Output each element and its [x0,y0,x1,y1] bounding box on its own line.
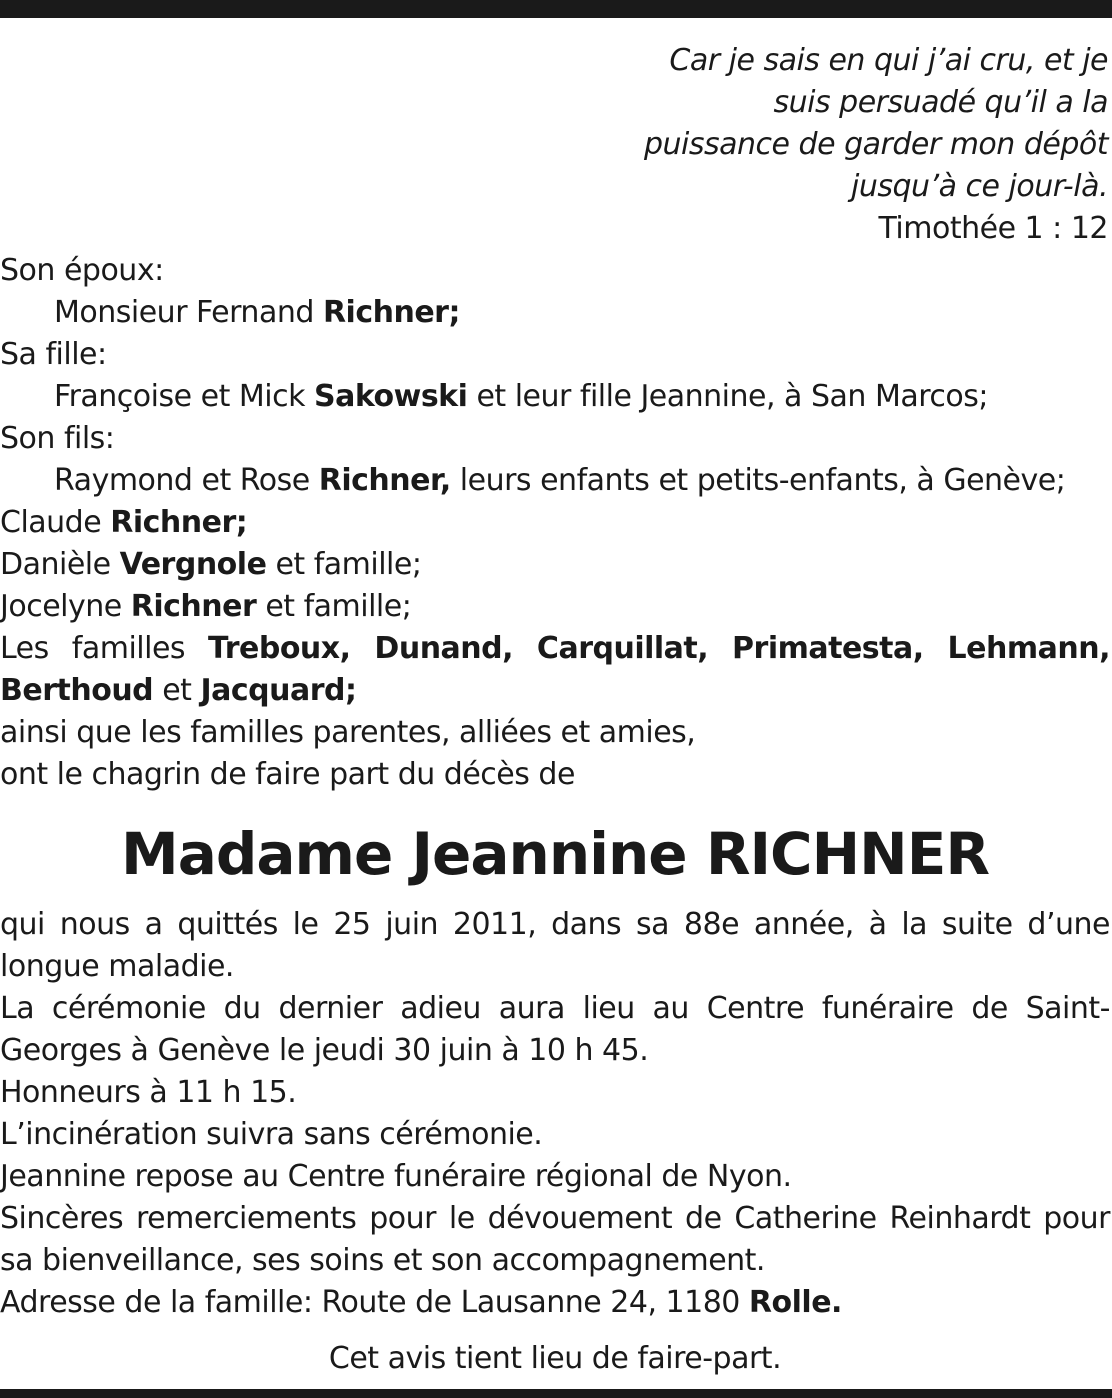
verse-line: Car je sais en qui j’ai cru, et je [669,43,1108,78]
obituary-notice [0,40,1110,1380]
cremation-text: L’incinération suivra sans cérémonie. [0,1117,543,1152]
families-text: Les familles [0,631,209,666]
passing-text: qui nous a quittés le 25 juin 2011, dans sa 88e année, à la suite d’une longue maladie. [0,907,1110,984]
bottom-rule [0,1389,1112,1398]
verse-line: jusqu’à ce jour-là. [851,169,1108,204]
spouse-text: Monsieur Fernand [54,295,323,330]
deceased-name: Madame Jeannine RICHNER [121,820,989,888]
son-text: Raymond et Rose [54,463,319,498]
daughter-entry [0,376,1110,418]
daughter-text-after: et leur fille Jeannine, à San Marcos; [467,379,988,414]
families-entry [0,628,1110,712]
details [0,904,1110,1324]
jocelyne-text: Jocelyne [0,589,131,624]
address-town: Rolle. [748,1285,842,1320]
jocelyne-entry [0,586,1110,628]
rests-text: Jeannine repose au Centre funéraire régional de Nyon. [0,1159,792,1194]
daughter-label: Sa fille: [0,337,107,372]
daughter-surname: Sakowski [314,379,468,414]
jocelyne-text-after: et famille; [256,589,412,624]
verse-line: suis persuadé qu’il a la [773,85,1108,120]
verse-line: puissance de garder mon dépôt [644,127,1108,162]
jocelyne-surname: Richner [130,589,257,624]
spouse-label: Son époux: [0,253,164,288]
family-address [0,1282,1110,1324]
top-rule [0,0,1112,18]
families-surnames: Treboux, Dunand, Carquillat, Primatesta, Lehmann, Berthoud [0,631,1110,708]
relatives-line: ainsi que les familles parentes, alliées et amies, [0,715,696,750]
son-text-after: leurs enfants et petits-enfants, à Genève; [450,463,1066,498]
claude-entry [0,502,1110,544]
closing-note: Cet avis tient lieu de faire-part. [328,1341,782,1376]
thanks-text: Sincères remerciements pour le dévouement de Catherine Reinhardt pour sa bienveillance, ses soins et son accompagnement. [0,1201,1110,1278]
family-list [0,250,1110,796]
families-and: et [153,673,201,708]
daniele-surname: Vergnole [119,547,267,582]
ceremony-text: La cérémonie du dernier adieu aura lieu au Centre funéraire de Saint-Georges à Genève le jeudi 30 juin à 10 h 45. [0,991,1110,1068]
daniele-entry [0,544,1110,586]
honours-text: Honneurs à 11 h 15. [0,1075,297,1110]
address-text: Adresse de la famille: Route de Lausanne 24, 1180 [0,1285,749,1320]
son-entry [0,460,1110,502]
spouse-entry [0,292,1110,334]
claude-text: Claude [0,505,111,540]
daniele-text: Danièle [0,547,120,582]
claude-surname: Richner; [110,505,248,540]
daughter-text: Françoise et Mick [54,379,314,414]
announcement-line: ont le chagrin de faire part du décès de [0,757,575,792]
families-last-surname: Jacquard; [200,673,357,708]
daniele-text-after: et famille; [266,547,422,582]
spouse-surname: Richner; [322,295,460,330]
bible-verse [0,40,1110,250]
son-surname: Richner, [318,463,451,498]
verse-reference: Timothée 1 : 12 [878,211,1108,246]
son-label: Son fils: [0,421,115,456]
